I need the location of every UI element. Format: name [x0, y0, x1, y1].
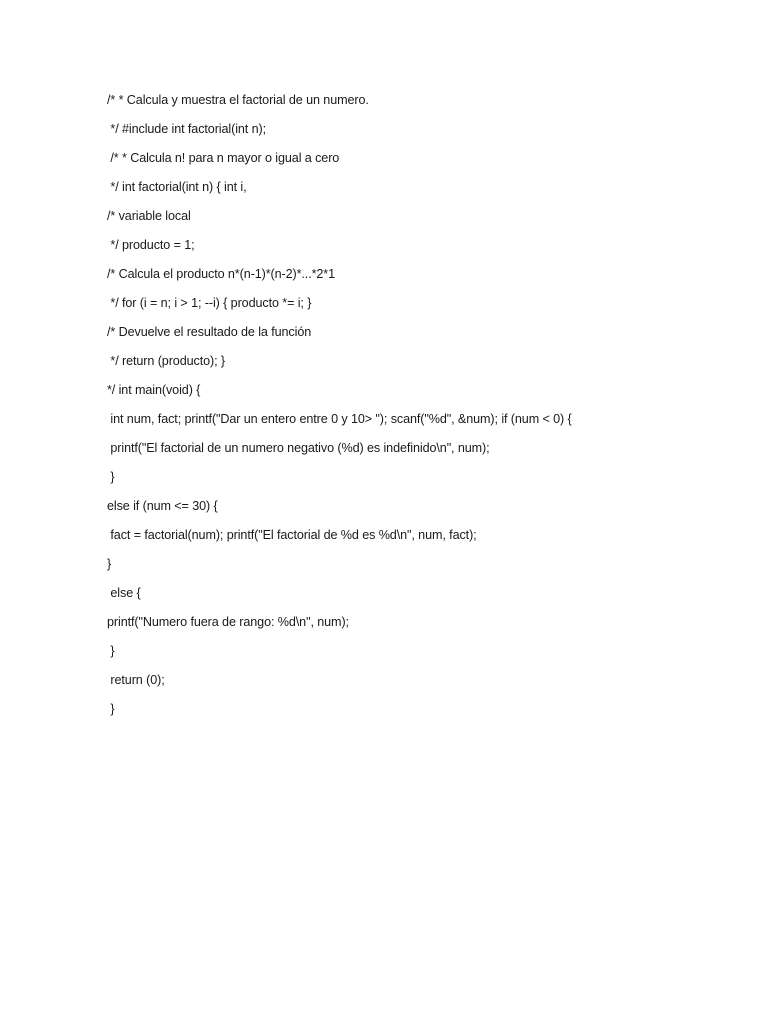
code-line-5: /* variable local [107, 209, 191, 223]
code-text-block [107, 88, 747, 726]
code-line-19: printf("Numero fuera de rango: %d\n", num); [107, 615, 349, 629]
code-line-1: /* * Calcula y muestra el factorial de un numero. [107, 93, 369, 107]
code-line-9: /* Devuelve el resultado de la función [107, 325, 312, 339]
code-line-17: } [107, 557, 112, 571]
code-line-11: */ int main(void) { [107, 383, 201, 397]
code-line-3: /* * Calcula n! para n mayor o igual a cero [107, 151, 340, 165]
code-line-21: return (0); [107, 673, 165, 687]
code-line-7: /* Calcula el producto n*(n-1)*(n-2)*...*2*1 [107, 267, 336, 281]
code-line-8: */ for (i = n; i > 1; --i) { producto *= i; } [107, 296, 312, 310]
code-line-13: printf("El factorial de un numero negativo (%d) es indefinido\n", num); [107, 441, 490, 455]
code-line-6: */ producto = 1; [107, 238, 195, 252]
code-line-16: fact = factorial(num); printf("El factorial de %d es %d\n", num, fact); [107, 528, 477, 542]
code-line-15: else if (num <= 30) { [107, 499, 218, 513]
code-line-2: */ #include int factorial(int n); [107, 122, 266, 136]
code-line-20: } [107, 644, 115, 658]
code-line-10: */ return (producto); } [107, 354, 225, 368]
code-line-4: */ int factorial(int n) { int i, [107, 180, 247, 194]
code-line-22: } [107, 702, 115, 716]
code-line-18: else { [107, 586, 141, 600]
code-line-12: int num, fact; printf("Dar un entero entre 0 y 10> "); scanf("%d", &num); if (num < 0) { [107, 412, 572, 426]
code-line-14: } [107, 470, 115, 484]
